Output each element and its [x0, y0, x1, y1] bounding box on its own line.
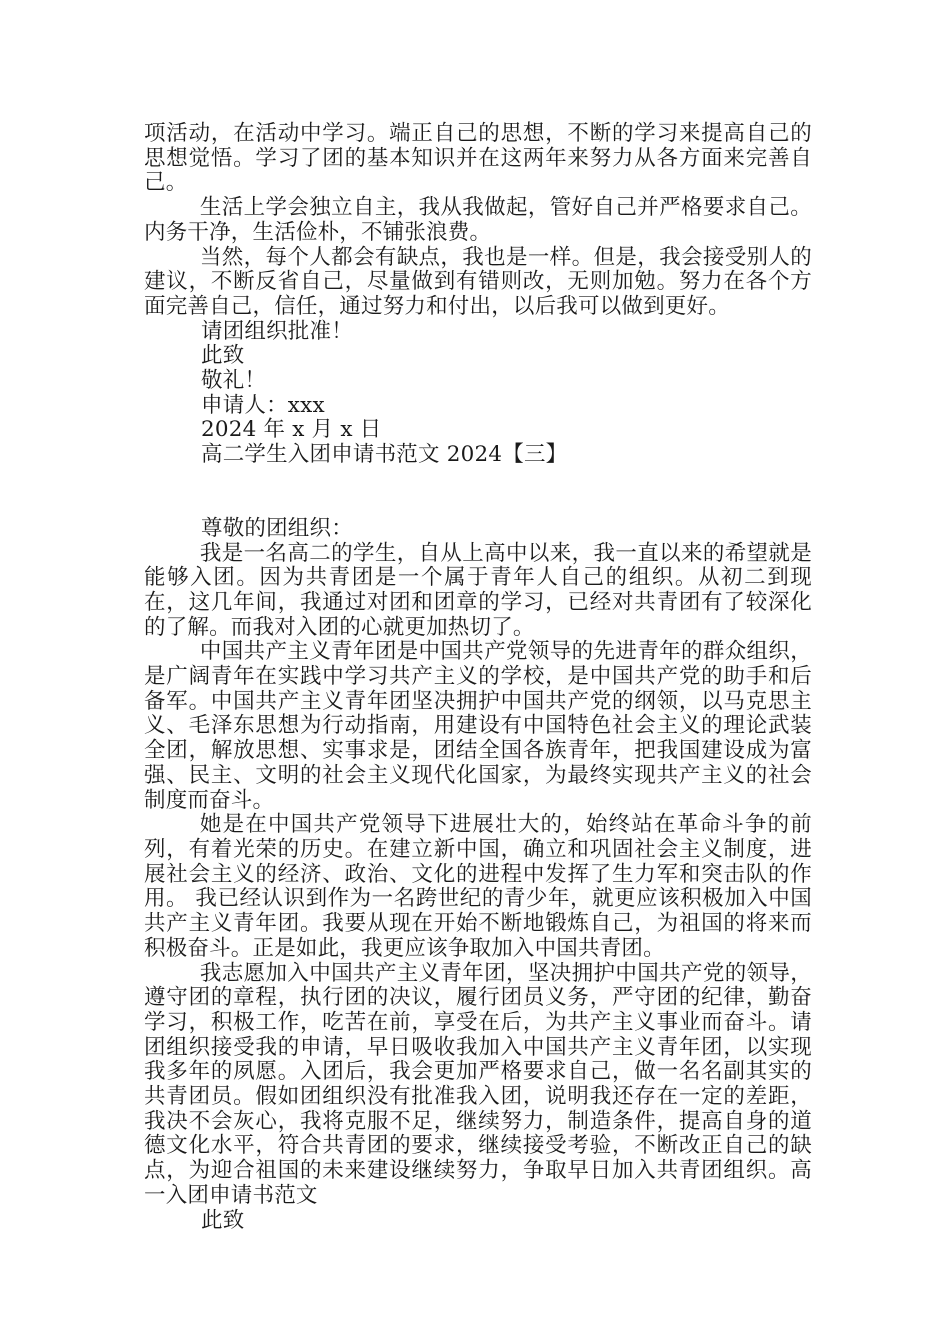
paragraph-pledge: 我志愿加入中国共产主义青年团，坚决拥护中国共产党的领导，遵守团的章程，执行团的决议，履行团员义务，严守团的纪律，勤奋学习，积极工作，吃苦在前，享受在后，为共产主义事业而奋斗。请团组织接受我的申请，早日吸收我加入中国共产主义青年团，以实现我多年的夙愿。入团后，我会更加严格要求自己，做一名名副其实的共青团员。假如团组织没有批准我入团，说明我还存在一定的差距，我决不会灰心，我将克服不足，继续努力，制造条件，提高自身的道德文化水平，符合共青团的要求，继续接受考验，不断改正自己的缺点，为迎合祖国的未来建设继续努力，争取早日加入共青团组织。高一入团申请书范文 [144, 960, 812, 1208]
paragraph-league-description: 中国共产主义青年团是中国共产党领导的先进青年的群众组织，是广阔青年在实践中学习共产主义的学校，是中国共产党的助手和后备军。中国共产主义青年团坚决拥护中国共产党的纲领，以马克思主义、毛泽东思想为行动指南，用建设有中国特色社会主义的理论武装全团，解放思想、实事求是，团结全国各族青年，把我国建设成为富强、民主、文明的社会主义现代化国家，为最终实现共产主义的社会制度而奋斗。 [144, 639, 812, 813]
section-title: 高二学生入团申请书范文 2024【三】 [201, 442, 568, 468]
paragraph-intro: 我是一名高二的学生，自从上高中以来，我一直以来的希望就是能够入团。因为共青团是一个属于青年人自己的组织。从初二到现在，这几年间，我通过对团和团章的学习，已经对共青团有了较深化的了解。而我对入团的心就更加热切了。 [144, 540, 812, 640]
paragraph-league-history: 她是在中国共产党领导下进展壮大的，始终站在革命斗争的前列，有着光荣的历史。在建立新中国，确立和巩固社会主义制度，进展社会主义的经济、政治、文化的进程中发挥了生力军和突击队的作用。 我已经认识到作为一名跨世纪的青少年，就更应该积极加入中国共产主义青年团。我要从现在开始不断地锻炼自己，为祖国的将来而积极奋斗。正是如此，我更应该争取加入中国共青团。 [144, 812, 812, 961]
applicant-line: 申请人：xxx [201, 392, 325, 418]
closing-salutation: 此致 [201, 343, 245, 369]
blank-line [144, 468, 812, 517]
document-body [144, 122, 812, 1233]
date-line: 2024 年 x 月 x 日 [201, 417, 382, 443]
paragraph-life: 生活上学会独立自主，我从我做起，管好自己并严格要求自己。内务干净，生活俭朴，不铺张浪费。 [144, 195, 812, 245]
closing-respect: 敬礼！ [201, 368, 267, 394]
request-line: 请团组织批准！ [201, 318, 353, 344]
greeting-line: 尊敬的团组织： [201, 515, 353, 541]
closing-salutation-2: 此致 [201, 1207, 245, 1233]
paragraph-study: 项活动，在活动中学习。端正自己的思想，不断的学习来提高自己的思想觉悟。学习了团的基本知识并在这两年来努力从各方面来完善自己。 [144, 121, 812, 196]
paragraph-shortcomings: 当然，每个人都会有缺点，我也是一样。但是，我会接受别人的建议，不断反省自己，尽量做到有错则改，无则加勉。努力在各个方面完善自己，信任，通过努力和付出，以后我可以做到更好。 [144, 244, 812, 319]
